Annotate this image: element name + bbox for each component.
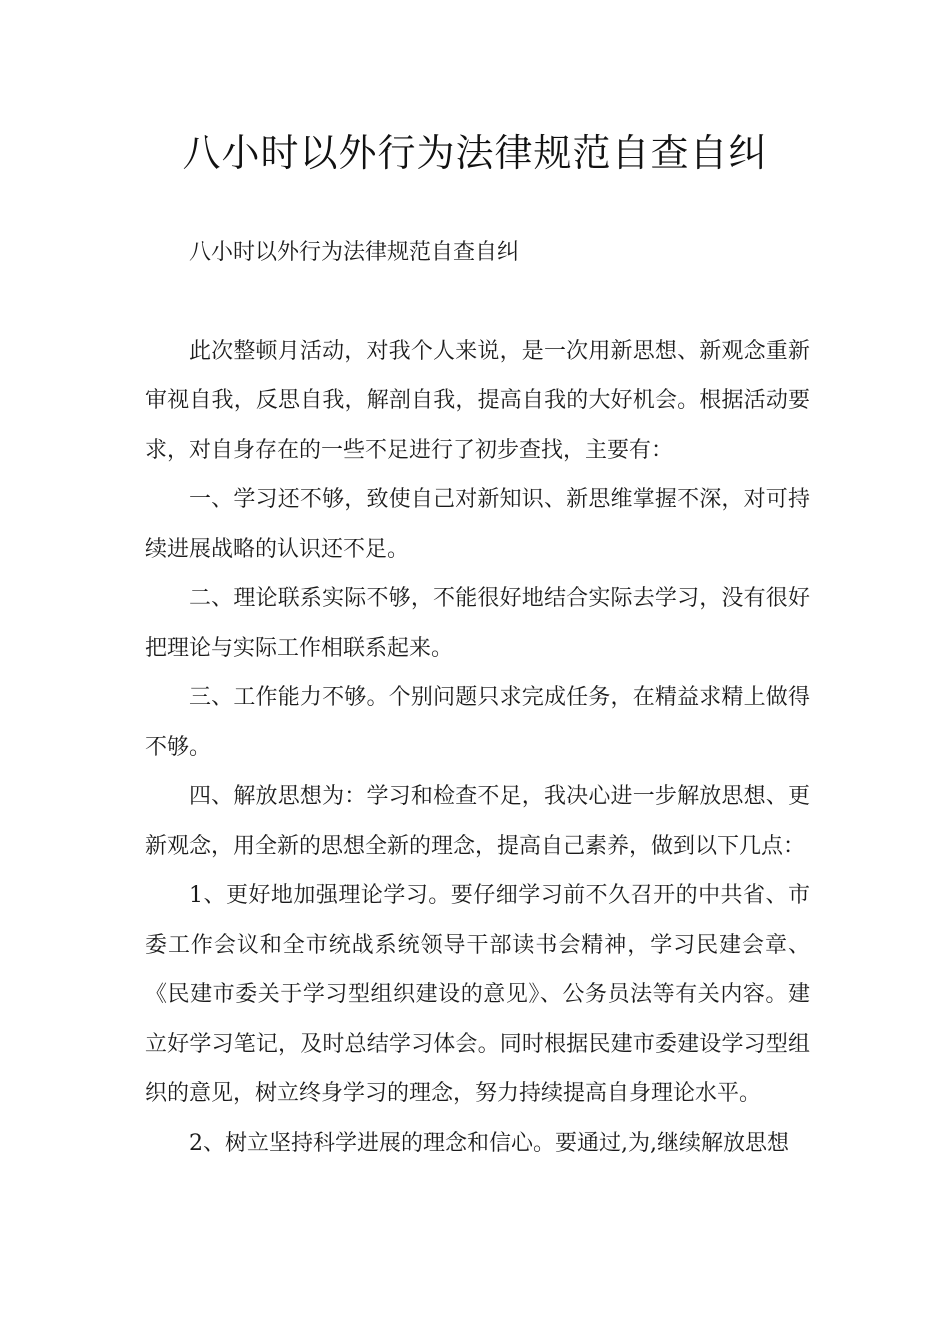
- paragraph-item-3: 三、工作能力不够。个别问题只求完成任务，在精益求精上做得不够。: [145, 685, 810, 760]
- document-title: 八小时以外行为法律规范自查自纠: [182, 131, 768, 175]
- paragraph-point-1: 1、更好地加强理论学习。要仔细学习前不久召开的中共省、市委工作会议和全市统战系统领导干部读书会精神，学习民建会章、《民建市委关于学习型组织建设的意见》、公务员法等有关内容。建立好学习笔记，及时总结学习体会。同时根据民建市委建设学习型组织的意见，树立终身学习的理念，努力持续提高自身理论水平。: [145, 883, 810, 1106]
- paragraph-point-2: 2、树立坚持科学进展的理念和信心。要通过,为,继续解放思想: [189, 1130, 789, 1156]
- paragraph-item-1: 一、学习还不够，致使自己对新知识、新思维掌握不深，对可持续进展战略的认识还不足。: [145, 487, 810, 562]
- paragraph-item-2: 二、理论联系实际不够，不能很好地结合实际去学习，没有很好把理论与实际工作相联系起来。: [145, 586, 810, 661]
- document-subtitle: 八小时以外行为法律规范自查自纠: [189, 240, 520, 265]
- paragraph-item-4: 四、解放思想为：学习和检查不足，我决心进一步解放思想、更新观念，用全新的思想全新的理念，提高自己素养，做到以下几点：: [145, 784, 810, 859]
- document-body: [145, 228, 810, 1168]
- paragraph-intro: 此次整顿月活动，对我个人来说，是一次用新思想、新观念重新审视自我，反思自我，解剖自我，提高自我的大好机会。根据活动要求，对自身存在的一些不足进行了初步查找，主要有：: [145, 338, 810, 463]
